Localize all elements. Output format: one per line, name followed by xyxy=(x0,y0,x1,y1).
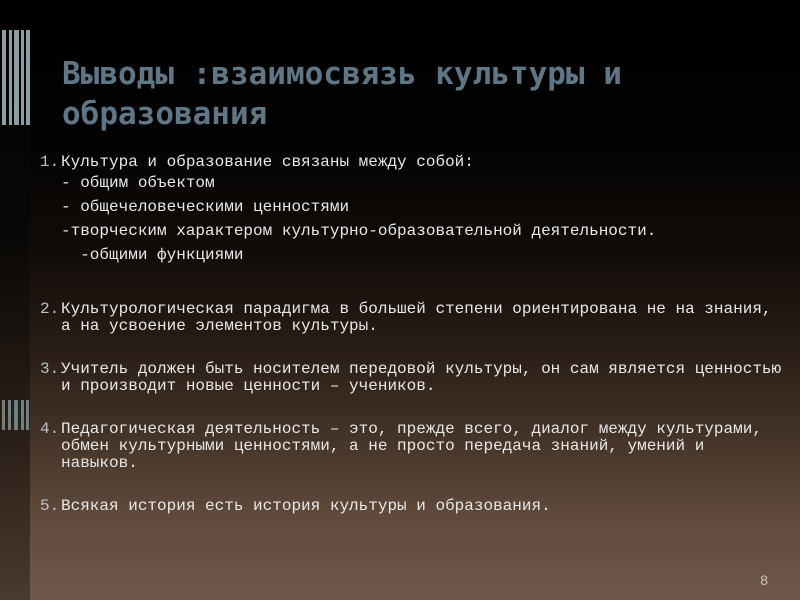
list-item-text: Педагогическая деятельность – это, прежде всего, диалог между культурами, обмен культурными ценностями, а не просто передача знаний, умений и навыков. xyxy=(61,420,762,472)
list-item-text: Культура и образование связаны между собой: xyxy=(61,153,474,171)
sublist xyxy=(61,171,785,267)
list-item-number: 3. xyxy=(40,360,60,378)
sublist-item: - общим объектом xyxy=(61,174,215,192)
list-item-text: Всякая история есть история культуры и образования. xyxy=(61,497,551,515)
list-item-number: 5. xyxy=(40,497,60,515)
list-item xyxy=(40,301,785,335)
sublist-item: -творческим характером культурно-образовательной деятельности. xyxy=(61,222,657,240)
list-item xyxy=(40,498,785,515)
sublist-item: -общими функциями xyxy=(61,246,244,264)
page-number: 8 xyxy=(760,572,768,588)
list-item xyxy=(40,361,785,395)
decorative-bars-bottom xyxy=(2,400,30,430)
list-item-number: 2. xyxy=(40,300,60,318)
slide-title: Выводы :взаимосвязь культуры и образования xyxy=(62,56,622,132)
list-item xyxy=(40,421,785,472)
list-item-number: 1. xyxy=(40,153,60,171)
decorative-bars-top xyxy=(2,30,30,125)
slide-content xyxy=(40,154,785,515)
list-item-number: 4. xyxy=(40,420,60,438)
sublist-item: - общечеловеческими ценностями xyxy=(61,198,350,216)
list-item xyxy=(40,154,785,267)
list-item-text: Культурологическая парадигма в большей степени ориентирована не на знания, а на усвоение элементов культуры. xyxy=(61,300,772,335)
list-item-text: Учитель должен быть носителем передовой культуры, он сам является ценностью и производит новые ценности – учеников. xyxy=(61,360,782,395)
